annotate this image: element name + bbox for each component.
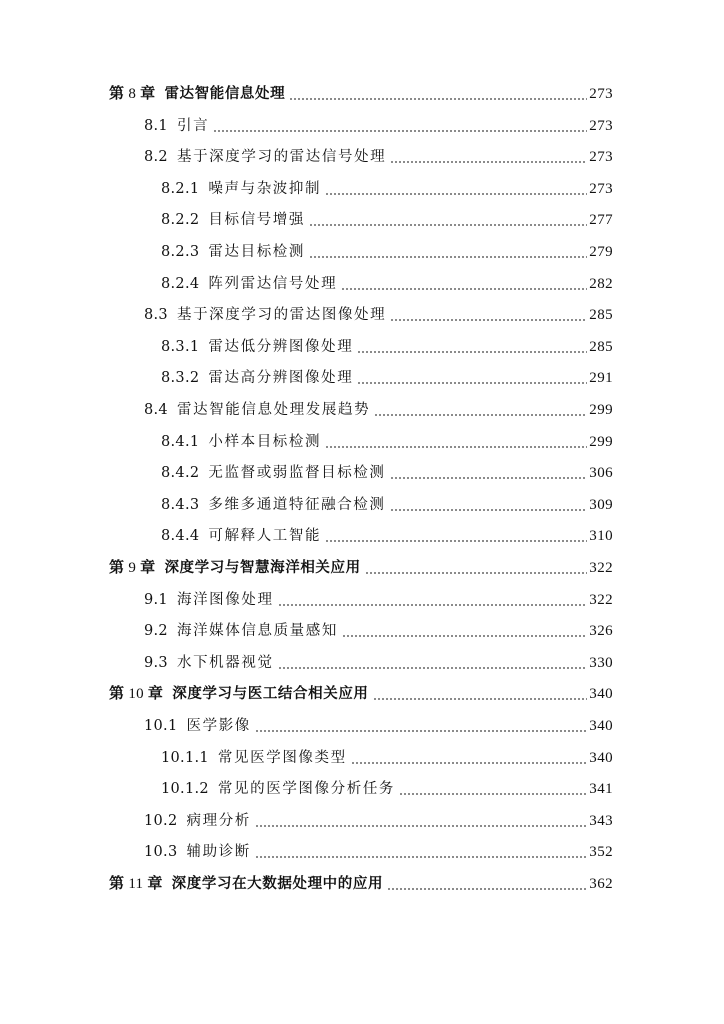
toc-chapter-entry[interactable]	[109, 557, 613, 579]
toc-entry-title: 深度学习与医工结合相关应用	[172, 686, 369, 703]
toc-page-number: 299	[589, 402, 613, 418]
toc-entry-number: 9.2	[144, 623, 168, 640]
toc-entry-title: 雷达低分辨图像处理	[208, 338, 354, 355]
toc-page-number: 285	[589, 307, 613, 324]
toc-section-entry[interactable]	[161, 336, 613, 358]
chapter-suffix: 章	[140, 558, 156, 576]
chapter-prefix: 第	[109, 84, 125, 102]
toc-entry-title: 辅助诊断	[186, 844, 251, 861]
chapter-suffix: 章	[140, 84, 156, 102]
toc-entry-number: 8.1	[144, 117, 168, 134]
toc-entry-title: 无监督或弱监督目标检测	[208, 465, 386, 482]
toc-section-entry[interactable]	[161, 367, 613, 389]
toc-section-entry[interactable]	[161, 241, 613, 263]
toc-page-number: 326	[589, 623, 613, 640]
toc-page-number: 273	[589, 180, 613, 197]
dot-leader	[278, 604, 588, 606]
toc-entry-title: 雷达目标检测	[208, 244, 306, 260]
chapter-prefix: 第	[109, 874, 125, 892]
toc-section-entry[interactable]	[144, 304, 613, 326]
toc-entry-title: 雷达高分辨图像处理	[208, 370, 354, 387]
dot-leader	[342, 635, 587, 637]
toc-entry-number	[109, 682, 163, 705]
toc-entry-number: 8.3.1	[161, 338, 200, 355]
chapter-suffix: 章	[147, 874, 163, 892]
dot-leader	[390, 319, 587, 321]
toc-entry-title: 基于深度学习的雷达图像处理	[176, 307, 387, 324]
dot-leader	[365, 572, 588, 574]
chapter-prefix: 第	[109, 558, 125, 576]
toc-entry-number	[109, 82, 155, 105]
dot-leader	[309, 224, 587, 226]
dot-leader	[325, 193, 587, 195]
toc-entry-title: 雷达智能信息处理发展趋势	[176, 402, 371, 418]
dot-leader	[399, 793, 587, 795]
toc-section-entry[interactable]	[144, 810, 613, 832]
toc-entry-title: 海洋媒体信息质量感知	[176, 623, 338, 640]
dot-leader	[278, 667, 588, 669]
toc-chapter-entry[interactable]	[109, 873, 613, 895]
toc-page-number: 340	[589, 686, 613, 703]
toc-section-entry[interactable]	[161, 494, 613, 516]
toc-page-number: 299	[589, 433, 613, 450]
toc-entry-title: 深度学习与智慧海洋相关应用	[164, 560, 361, 576]
toc-page-number: 273	[589, 86, 613, 102]
toc-entry-number: 8.2.1	[161, 180, 200, 197]
toc-section-entry[interactable]	[144, 652, 613, 674]
toc-entry-number: 9.1	[144, 591, 168, 608]
toc-entry-title: 深度学习在大数据处理中的应用	[171, 876, 384, 892]
dot-leader	[390, 477, 588, 479]
dot-leader	[255, 856, 587, 858]
dot-leader	[374, 414, 587, 416]
toc-page-number: 285	[589, 338, 613, 355]
dot-leader	[213, 130, 587, 132]
toc-section-entry[interactable]	[161, 462, 613, 484]
chapter-number: 10	[128, 686, 144, 703]
toc-entry-title: 常见医学图像类型	[217, 749, 347, 766]
toc-section-entry[interactable]	[161, 431, 613, 453]
dot-leader	[390, 161, 587, 163]
toc-entry-number: 8.4	[144, 402, 168, 418]
toc-entry-title: 病理分析	[186, 812, 251, 829]
toc-entry-title: 医学影像	[186, 718, 251, 734]
toc-entry-number: 10.1.1	[161, 749, 209, 766]
toc-page-number: 322	[589, 591, 613, 608]
toc-entry-number: 8.4.3	[161, 496, 200, 513]
toc-section-entry[interactable]	[144, 115, 613, 137]
toc-entry-number: 8.3	[144, 307, 168, 324]
toc-page-number: 310	[589, 528, 613, 545]
chapter-number: 11	[128, 876, 144, 892]
toc-page-number: 330	[589, 654, 613, 671]
toc-entry-title: 海洋图像处理	[176, 591, 274, 608]
toc-entry-number: 10.3	[144, 844, 178, 861]
dot-leader	[255, 730, 587, 732]
toc-entry-title: 雷达智能信息处理	[164, 86, 286, 102]
toc-entry-number: 8.4.2	[161, 465, 200, 482]
toc-entry-number: 9.3	[144, 654, 168, 671]
toc-section-entry[interactable]	[144, 399, 613, 421]
toc-page-number: 322	[589, 560, 613, 576]
toc-page-number: 279	[589, 244, 613, 260]
toc-chapter-entry[interactable]	[109, 83, 613, 105]
dot-leader	[351, 762, 588, 764]
toc-section-entry[interactable]	[161, 747, 613, 769]
toc-entry-number: 10.2	[144, 812, 178, 829]
toc-entry-number: 10.1	[144, 718, 178, 734]
toc-page-number: 352	[589, 844, 613, 861]
toc-section-entry[interactable]	[161, 778, 613, 800]
toc-entry-title: 阵列雷达信号处理	[208, 275, 338, 292]
dot-leader	[325, 446, 587, 448]
toc-page-number: 343	[589, 812, 613, 829]
toc-entry-title: 水下机器视觉	[176, 654, 274, 671]
dot-leader	[309, 256, 587, 258]
toc-page-number: 277	[589, 212, 613, 229]
toc-page-number: 309	[589, 496, 613, 513]
dot-leader	[255, 825, 587, 827]
toc-entry-title: 常见的医学图像分析任务	[217, 781, 396, 798]
toc-entry-title: 基于深度学习的雷达信号处理	[176, 149, 387, 166]
toc-entry-number: 8.2.2	[161, 212, 200, 229]
dot-leader	[357, 351, 587, 353]
toc-section-entry[interactable]	[144, 620, 613, 642]
dot-leader	[341, 288, 587, 290]
toc-entry-number	[109, 872, 163, 895]
toc-entry-number: 8.4.1	[161, 433, 200, 450]
toc-page-number: 340	[589, 749, 613, 766]
toc-entry-number: 8.2	[144, 149, 168, 166]
toc-entry-number	[109, 556, 155, 579]
toc-entry-title: 多维多通道特征融合检测	[208, 496, 386, 513]
toc-entry-number: 10.1.2	[161, 781, 209, 798]
dot-leader	[373, 698, 588, 700]
toc-page-number: 306	[589, 465, 613, 482]
dot-leader	[387, 888, 587, 890]
chapter-prefix: 第	[109, 684, 125, 703]
toc-entry-number: 8.4.4	[161, 528, 200, 545]
toc-section-entry[interactable]	[161, 178, 613, 200]
toc-entry-title: 引言	[176, 117, 210, 134]
toc-entry-number: 8.2.4	[161, 275, 200, 292]
dot-leader	[289, 98, 587, 100]
toc-chapter-entry[interactable]	[109, 683, 613, 705]
dot-leader	[357, 382, 587, 384]
dot-leader	[390, 509, 588, 511]
toc-section-entry[interactable]	[144, 715, 613, 737]
toc-section-entry[interactable]	[161, 525, 613, 547]
toc-entry-title: 可解释人工智能	[208, 528, 322, 545]
toc-section-entry[interactable]	[144, 589, 613, 611]
toc-entry-title: 小样本目标检测	[208, 433, 322, 450]
toc-entry-number: 8.2.3	[161, 244, 200, 260]
toc-page-number: 291	[589, 370, 613, 387]
toc-page-number: 341	[589, 781, 613, 798]
chapter-number: 9	[128, 560, 137, 576]
toc-page-number: 362	[589, 876, 613, 892]
toc-page-number: 282	[589, 275, 613, 292]
toc-entry-title: 噪声与杂波抑制	[208, 180, 322, 197]
chapter-number: 8	[128, 86, 137, 102]
dot-leader	[325, 540, 587, 542]
toc-section-entry[interactable]	[144, 146, 613, 168]
toc-section-entry[interactable]	[144, 841, 613, 863]
toc-page-number: 340	[589, 718, 613, 734]
toc-entry-number: 8.3.2	[161, 370, 200, 387]
toc-page-number: 273	[589, 149, 613, 166]
chapter-suffix: 章	[147, 684, 164, 703]
toc-section-entry[interactable]	[161, 273, 613, 295]
toc-section-entry[interactable]	[161, 209, 613, 231]
toc-entry-title: 目标信号增强	[208, 212, 306, 229]
toc-page-number: 273	[589, 117, 613, 134]
